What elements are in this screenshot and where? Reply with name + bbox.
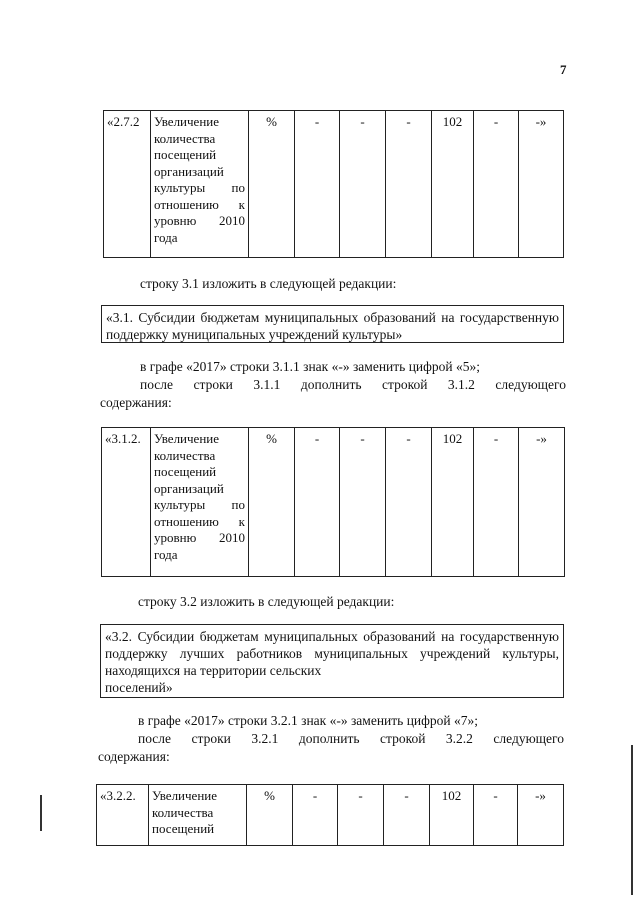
value-cell: - bbox=[474, 785, 518, 846]
value-cell: - bbox=[340, 428, 386, 577]
value-cell: -» bbox=[519, 111, 564, 258]
value-cell: - bbox=[295, 111, 340, 258]
value-cell: - bbox=[295, 428, 340, 577]
value-cell: 102 bbox=[432, 111, 474, 258]
quote-text-end: поселений» bbox=[105, 680, 173, 695]
scan-mark bbox=[631, 745, 633, 895]
quote-box-3-1 bbox=[101, 305, 564, 343]
table-row bbox=[102, 428, 565, 577]
quote-text: «3.2. Субсидии бюджетам муниципальных образований на государственную поддержку лучших работников муниципальных учреждений культуры, находящихся на территории сельских bbox=[105, 629, 559, 678]
page-number: 7 bbox=[560, 62, 567, 77]
indicator-name: Увеличение количества посещений bbox=[149, 785, 247, 846]
paragraph: после строки 3.2.1 дополнить строкой 3.2.2 следующего bbox=[138, 731, 564, 746]
value-cell: - bbox=[474, 428, 519, 577]
value-cell: - bbox=[384, 785, 430, 846]
scan-mark bbox=[40, 795, 42, 831]
paragraph: в графе «2017» строки 3.1.1 знак «-» заменить цифрой «5»; bbox=[140, 359, 480, 374]
indicator-name: Увеличение количества посещений организаций культуры по отношению к уровню 2010 года bbox=[151, 428, 249, 577]
paragraph: содержания: bbox=[98, 749, 170, 764]
value-cell: 102 bbox=[430, 785, 474, 846]
value-cell: - bbox=[340, 111, 386, 258]
indicator-table-3-1-2 bbox=[101, 427, 565, 577]
quote-box-3-2 bbox=[100, 624, 564, 698]
value-cell: -» bbox=[519, 428, 565, 577]
paragraph: содержания: bbox=[100, 395, 172, 410]
indicator-table-3-2-2 bbox=[96, 784, 564, 846]
row-number: «3.2.2. bbox=[97, 785, 149, 846]
value-cell: - bbox=[386, 111, 432, 258]
value-cell: - bbox=[293, 785, 338, 846]
paragraph: строку 3.1 изложить в следующей редакции: bbox=[140, 276, 397, 291]
indicator-name: Увеличение количества посещений организаций культуры по отношению к уровню 2010 года bbox=[151, 111, 249, 258]
table-row bbox=[97, 785, 564, 846]
indicator-table-2-7-2 bbox=[103, 110, 564, 258]
quote-text: «3.1. Субсидии бюджетам муниципальных образований на государственную поддержку муниципальных учреждений культуры» bbox=[106, 310, 559, 342]
row-number: «2.7.2 bbox=[104, 111, 151, 258]
paragraph: в графе «2017» строки 3.2.1 знак «-» заменить цифрой «7»; bbox=[138, 713, 478, 728]
value-cell: - bbox=[386, 428, 432, 577]
paragraph: после строки 3.1.1 дополнить строкой 3.1.2 следующего bbox=[140, 377, 566, 392]
paragraph: строку 3.2 изложить в следующей редакции: bbox=[138, 594, 395, 609]
value-cell: -» bbox=[518, 785, 564, 846]
value-cell: 102 bbox=[432, 428, 474, 577]
row-number: «3.1.2. bbox=[102, 428, 151, 577]
unit-cell: % bbox=[249, 428, 295, 577]
value-cell: - bbox=[474, 111, 519, 258]
table-row bbox=[104, 111, 564, 258]
unit-cell: % bbox=[249, 111, 295, 258]
unit-cell: % bbox=[247, 785, 293, 846]
value-cell: - bbox=[338, 785, 384, 846]
